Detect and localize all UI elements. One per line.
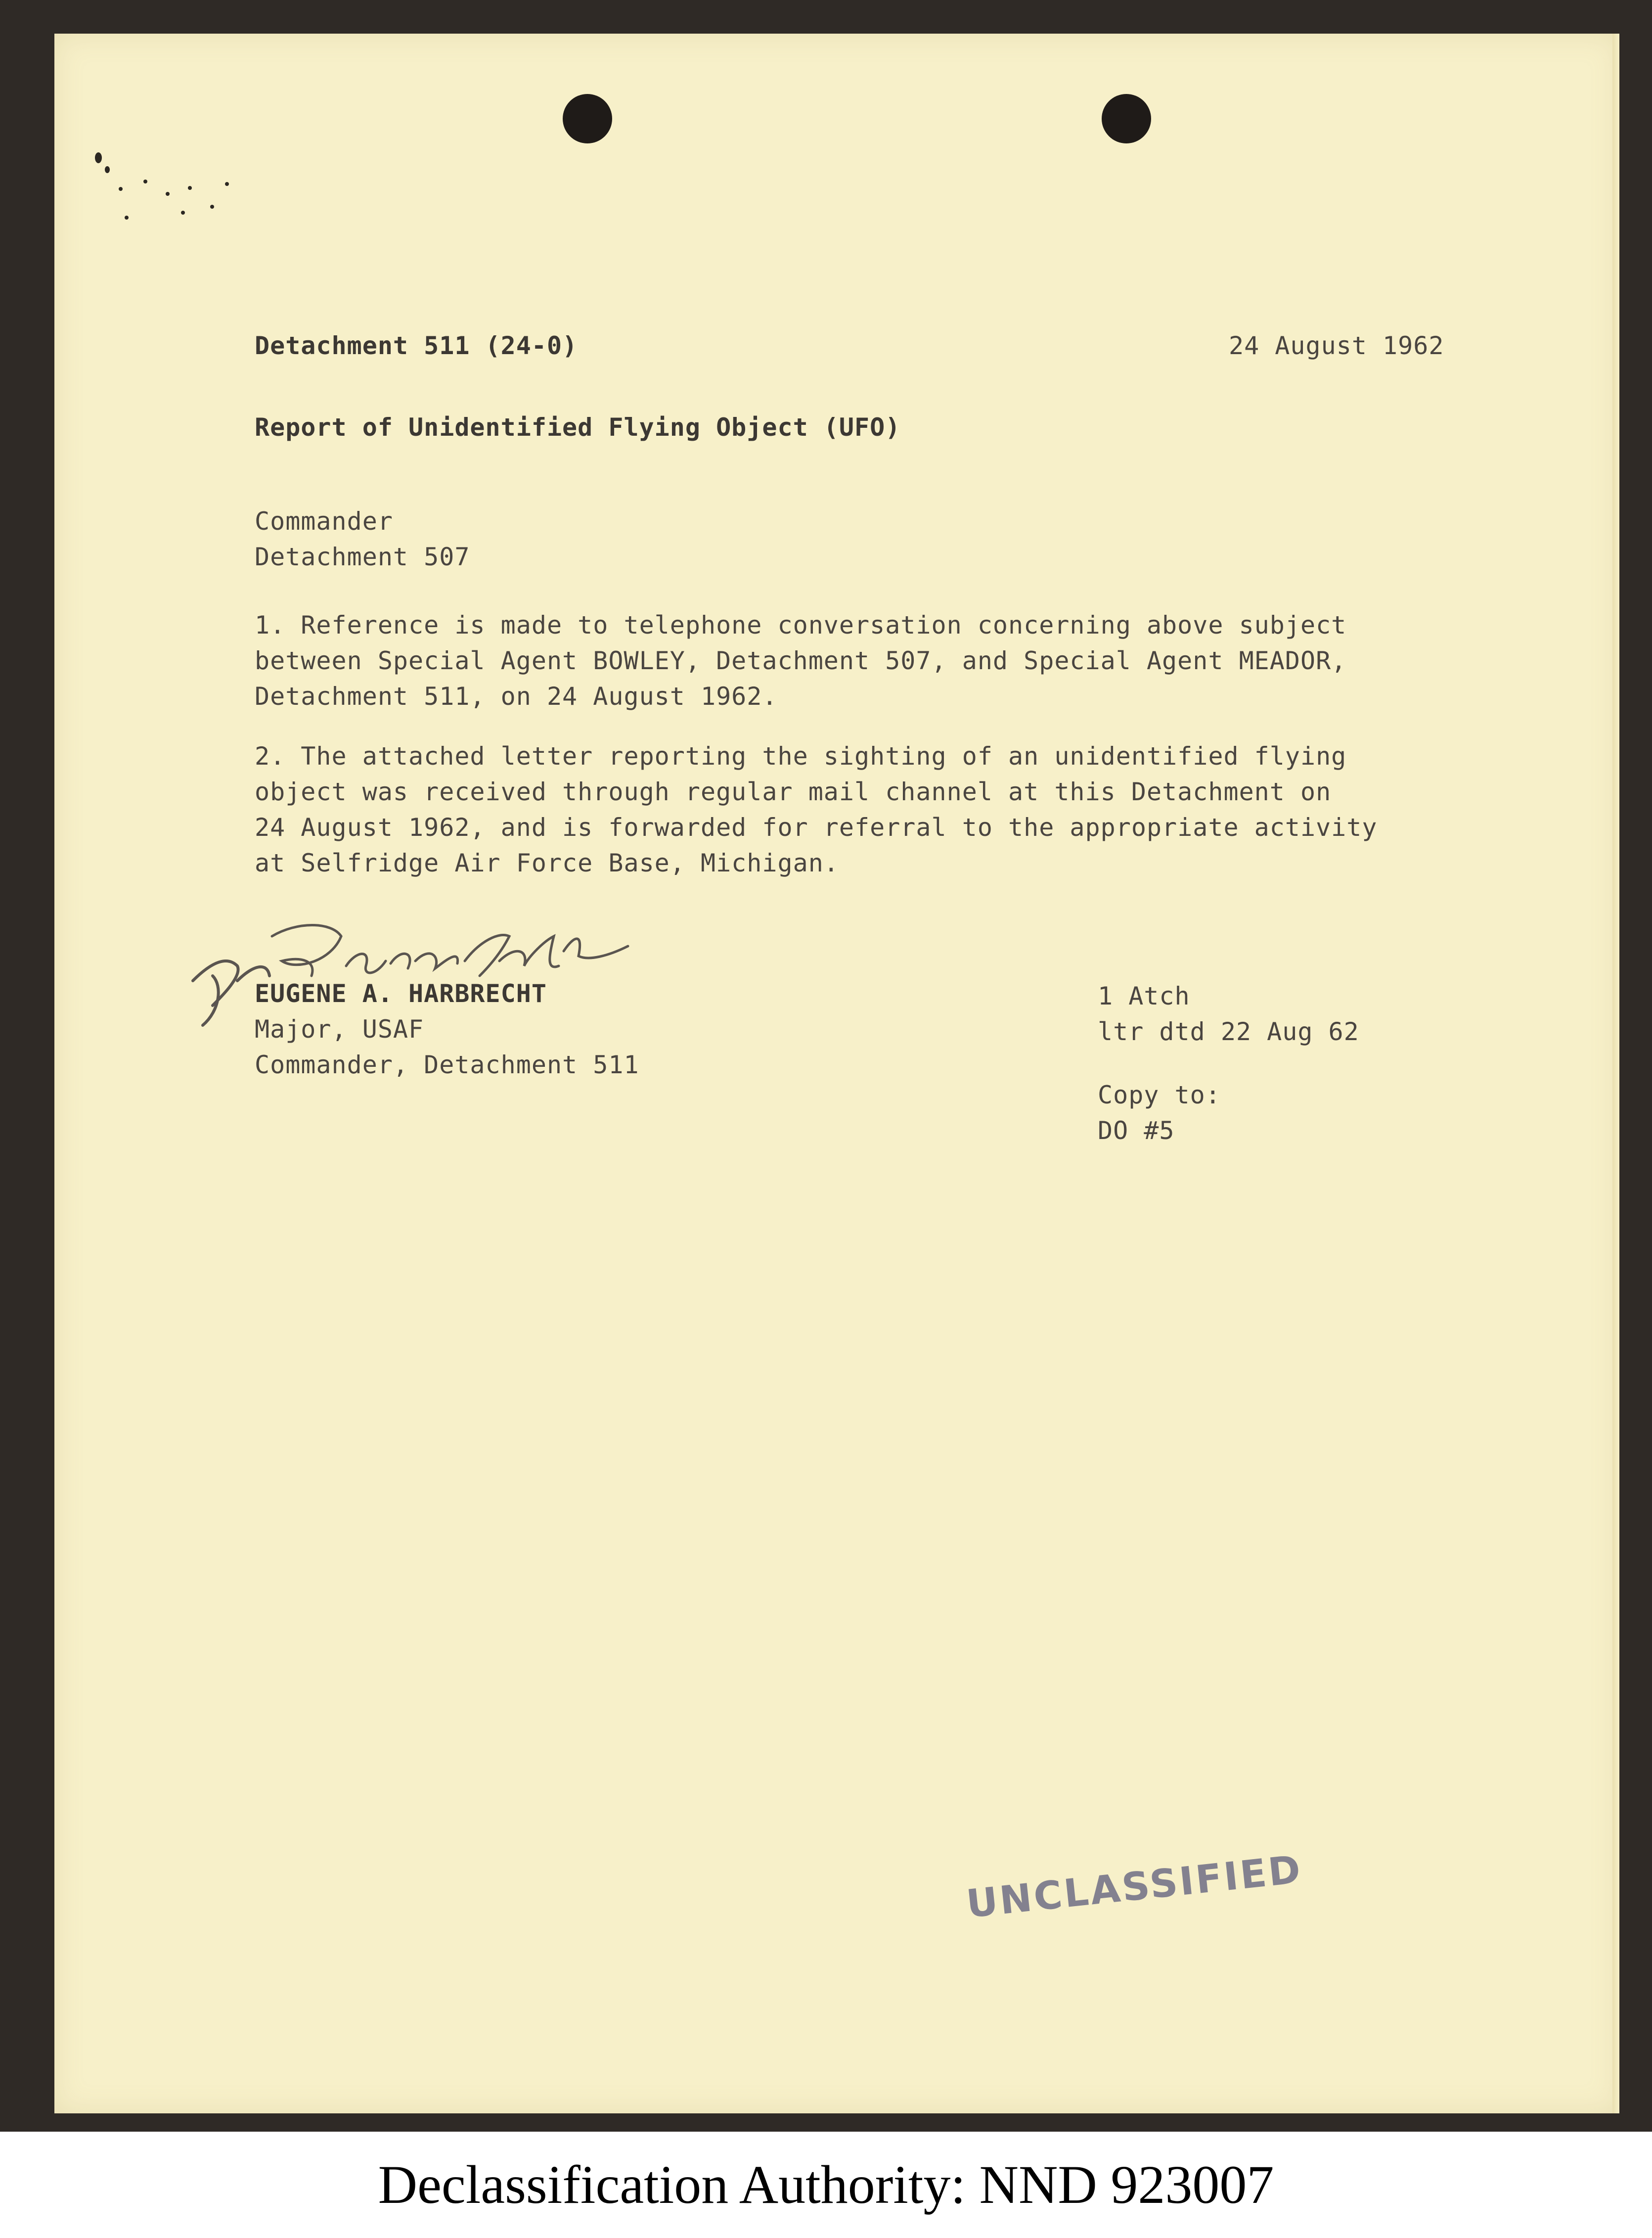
paper-edge <box>1612 34 1619 2113</box>
attachment-description: ltr dtd 22 Aug 62 <box>1098 1017 1359 1046</box>
signer-title: Commander, Detachment 511 <box>255 1050 639 1079</box>
detachment-header: Detachment 511 (24-0) <box>255 331 578 360</box>
unclassified-stamp: UNCLASSIFIED <box>964 1847 1305 1927</box>
footer-bar <box>0 2132 1652 2238</box>
signer-rank: Major, USAF <box>255 1015 424 1044</box>
addressee-line-1: Commander <box>255 507 393 536</box>
letter-date: 24 August 1962 <box>1229 331 1444 360</box>
paragraph-2-line: object was received through regular mail channel at this Detachment on <box>255 777 1332 806</box>
paragraph-1-line: between Special Agent BOWLEY, Detachment 507, and Special Agent MEADOR, <box>255 646 1347 675</box>
addressee-line-2: Detachment 507 <box>255 543 470 571</box>
paragraph-2-line: 2. The attached letter reporting the sighting of an unidentified flying <box>255 742 1347 771</box>
paper-specks <box>84 108 282 256</box>
paragraph-2 <box>255 738 1378 881</box>
attachment-count: 1 Atch <box>1098 982 1190 1010</box>
paragraph-2-line: 24 August 1962, and is forwarded for referral to the appropriate activity <box>255 813 1378 842</box>
document-page <box>54 34 1619 2113</box>
paragraph-2-line: at Selfridge Air Force Base, Michigan. <box>255 849 839 877</box>
letter-subject: Report of Unidentified Flying Object (UFO) <box>255 413 901 442</box>
paragraph-1-line: Detachment 511, on 24 August 1962. <box>255 682 778 711</box>
paragraph-1-line: 1. Reference is made to telephone conversation concerning above subject <box>255 611 1347 639</box>
paragraph-1 <box>255 607 1346 714</box>
punch-hole-left <box>563 94 612 143</box>
signer-name: EUGENE A. HARBRECHT <box>255 979 547 1008</box>
punch-hole-right <box>1102 94 1151 143</box>
copy-to-recipient: DO #5 <box>1098 1116 1175 1145</box>
copy-to-label: Copy to: <box>1098 1081 1221 1109</box>
declassification-authority: Declassification Authority: NND 923007 <box>378 2154 1274 2215</box>
